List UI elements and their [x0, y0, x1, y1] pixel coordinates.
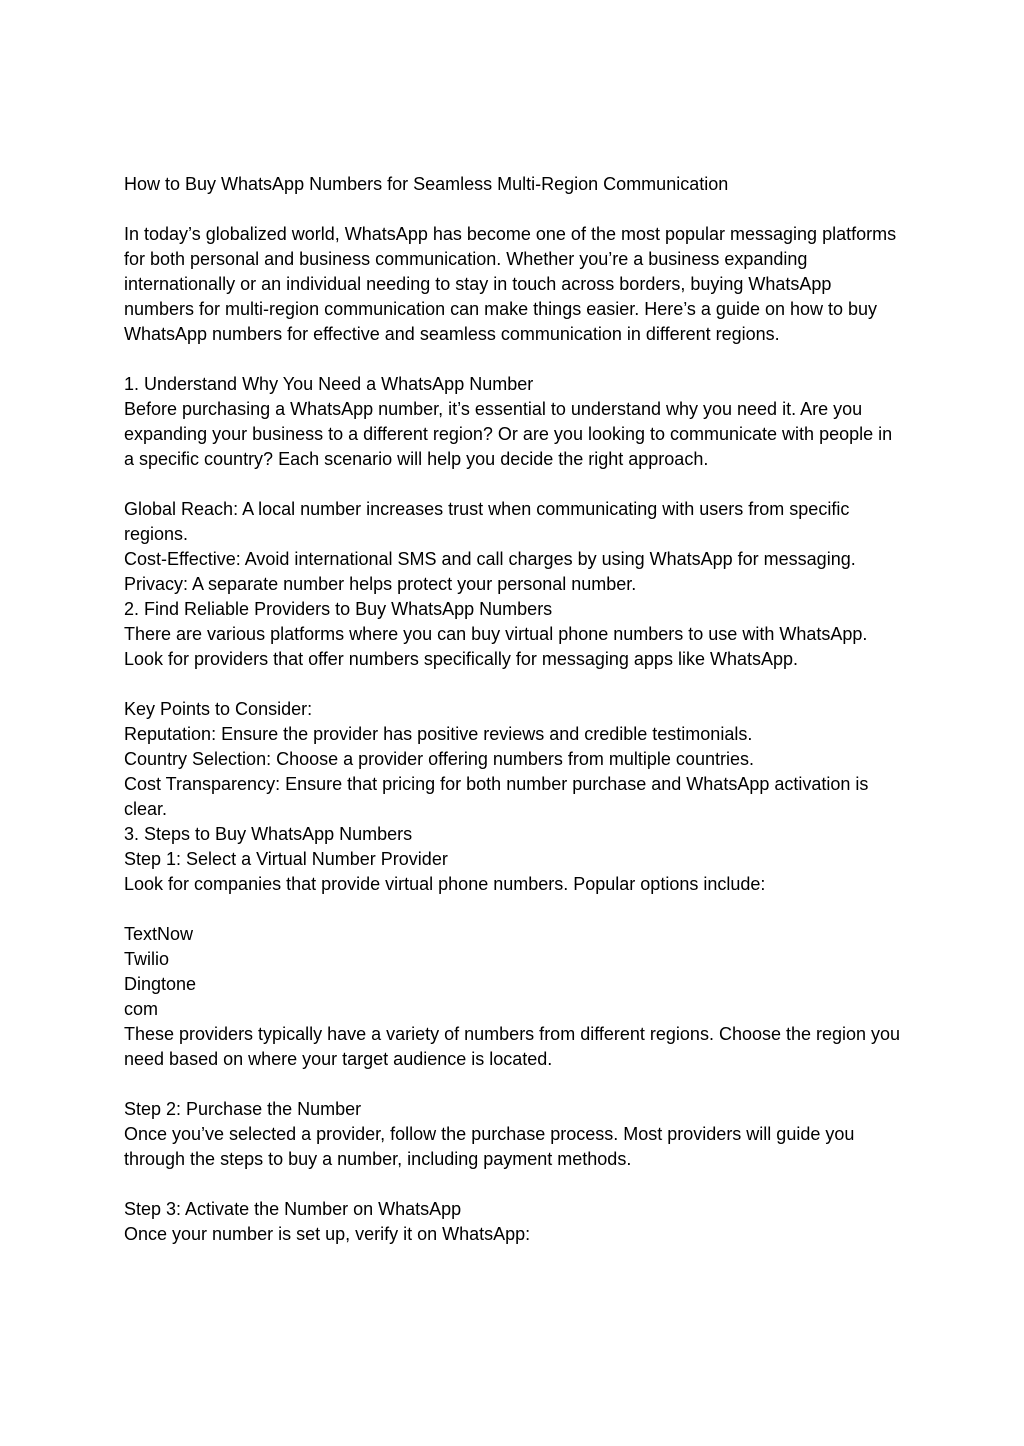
document-title: How to Buy WhatsApp Numbers for Seamless Multi-Region Communication	[124, 174, 729, 194]
providers-note: These providers typically have a variety of numbers from different regions. Choose the region you need based on where your target audience is located.	[124, 1024, 906, 1069]
step-3-heading: Step 3: Activate the Number on WhatsApp	[124, 1199, 462, 1219]
benefit-privacy: Privacy: A separate number helps protect your personal number.	[124, 574, 637, 594]
provider-dingtone: Dingtone	[124, 974, 197, 994]
benefit-global-reach: Global Reach: A local number increases trust when communicating with users from specific regions.	[124, 499, 855, 544]
key-points-heading: Key Points to Consider:	[124, 699, 313, 719]
provider-com: com	[124, 999, 159, 1019]
spacer	[124, 897, 904, 922]
provider-textnow: TextNow	[124, 924, 194, 944]
step-2-heading: Step 2: Purchase the Number	[124, 1099, 362, 1119]
step-1-body: Look for companies that provide virtual phone numbers. Popular options include:	[124, 874, 766, 894]
spacer	[124, 1072, 904, 1097]
section-1-body: Before purchasing a WhatsApp number, it’s essential to understand why you need it. Are you expanding your business to a different region? Or are you looking to communicate with people in a specific country? Each scenario will help you decide the right approach.	[124, 399, 898, 469]
key-point-reputation: Reputation: Ensure the provider has positive reviews and credible testimonials.	[124, 724, 753, 744]
section-1-heading: 1. Understand Why You Need a WhatsApp Number	[124, 374, 534, 394]
section-3-heading: 3. Steps to Buy WhatsApp Numbers	[124, 824, 413, 844]
spacer	[124, 672, 904, 697]
section-2-body: There are various platforms where you can buy virtual phone numbers to use with WhatsApp. Look for providers that offer numbers specifically for messaging apps like WhatsApp.	[124, 624, 873, 669]
spacer	[124, 472, 904, 497]
key-point-country-selection: Country Selection: Choose a provider offering numbers from multiple countries.	[124, 749, 754, 769]
spacer	[124, 197, 904, 222]
key-point-cost-transparency: Cost Transparency: Ensure that pricing for both number purchase and WhatsApp activation is clear.	[124, 774, 874, 819]
benefit-cost-effective: Cost-Effective: Avoid international SMS and call charges by using WhatsApp for messaging.	[124, 549, 856, 569]
step-2-body: Once you’ve selected a provider, follow the purchase process. Most providers will guide you through the steps to buy a number, including payment methods.	[124, 1124, 860, 1169]
document-content	[124, 172, 904, 1247]
spacer	[124, 347, 904, 372]
intro-paragraph: In today’s globalized world, WhatsApp has become one of the most popular messaging platforms for both personal and business communication. Whether you’re a business expanding internationally or an individual needing to stay in touch across borders, buying WhatsApp numbers for multi-region communication can make things easier. Here’s a guide on how to buy WhatsApp numbers for effective and seamless communication in different regions.	[124, 224, 902, 344]
provider-twilio: Twilio	[124, 949, 170, 969]
spacer	[124, 1172, 904, 1197]
section-2-heading: 2. Find Reliable Providers to Buy WhatsApp Numbers	[124, 599, 553, 619]
step-3-body: Once your number is set up, verify it on WhatsApp:	[124, 1224, 531, 1244]
step-1-heading: Step 1: Select a Virtual Number Provider	[124, 849, 448, 869]
